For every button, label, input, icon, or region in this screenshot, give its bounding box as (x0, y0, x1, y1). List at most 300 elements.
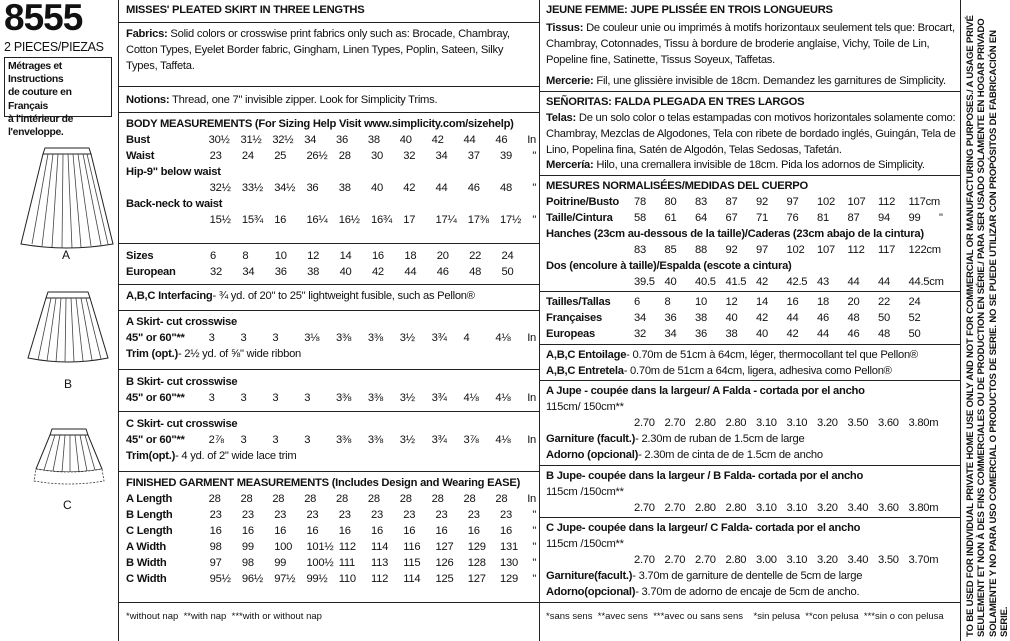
tissus-text: De couleur unie ou imprimés à motifs horizontaux seulement tels que: Brocart, Chambray, Cotonnades, Tissu à bordure de broderie anglaise, Vichy, Toile de Lin, Popeline fine, Satinette, Tissus Soyeux, Taffetas. (546, 22, 955, 66)
value-cell: 112 (370, 573, 389, 585)
value-cell: 129 (467, 541, 486, 553)
divider (540, 175, 960, 176)
value-cell: 2.80 (725, 502, 747, 514)
value-cell: 48 (847, 312, 860, 324)
values-row (546, 500, 956, 516)
value-cell: 97½ (274, 573, 296, 585)
value-cell: 3 (208, 392, 215, 404)
measurement-row (126, 264, 536, 280)
value-cell: 113 (370, 557, 389, 569)
a-skirt-yardage (126, 314, 536, 362)
row-label: Bust (126, 134, 150, 146)
french-box-line: l'enveloppe. (8, 127, 64, 139)
value-cell: 4⅛ (495, 434, 511, 446)
value-cell: 15¾ (241, 214, 263, 226)
french-title: JEUNE FEMME: JUPE PLISSÉE EN TROIS LONGUEURS (546, 4, 833, 16)
value-cell: 16 (338, 525, 351, 537)
divider (119, 86, 539, 87)
value-cell: 17⅜ (467, 214, 489, 226)
value-cell: 38 (725, 328, 738, 340)
divider (540, 91, 960, 92)
skirt-c-illustration (24, 425, 114, 487)
value-cell: 23 (370, 509, 383, 521)
bust-row (126, 132, 536, 148)
value-cell: 34 (664, 328, 677, 340)
b-skirt-row (126, 390, 536, 406)
value-cell: 15½ (209, 214, 231, 226)
merceria-text: Hilo, una cremallera invisible de 18cm. Pida los adornos de Simplicity. (596, 159, 925, 171)
value-cell: 4⅛ (495, 332, 511, 344)
view-label-a: A (62, 248, 71, 262)
divider (119, 411, 539, 412)
c-skirt-row (126, 432, 536, 448)
value-cell: 44 (435, 182, 448, 194)
value-cell: 92 (756, 196, 768, 208)
value-cell: 44 (786, 312, 799, 324)
value-cell: 3.60 (878, 502, 899, 514)
value-cell: 17½ (500, 214, 522, 226)
value-cell: 16½ (338, 214, 360, 226)
unit-cell: " (532, 509, 537, 521)
value-cell: 111 (338, 557, 355, 569)
value-cell: 16 (403, 525, 416, 537)
value-cell: 3.10 (756, 502, 777, 514)
value-cell: 50 (501, 266, 514, 278)
value-cell: 110 (338, 573, 356, 585)
value-cell: 114 (370, 541, 389, 553)
value-cell: 50 (908, 328, 921, 340)
measurement-row (126, 132, 536, 148)
value-cell: 18 (404, 250, 417, 262)
value-cell: 3 (240, 332, 247, 344)
a-jupe-row (546, 415, 956, 431)
value-cell: 48 (500, 182, 512, 194)
value-cell: 42.5 (786, 276, 808, 288)
values-row (546, 552, 956, 568)
row-label: C Length (126, 525, 173, 537)
value-cell: 38 (338, 182, 351, 194)
c-trim (126, 448, 536, 464)
unit-cell: " (532, 525, 537, 537)
value-cell: 34 (634, 312, 646, 324)
value-cell: 3.50 (847, 417, 869, 429)
measurement-row (126, 432, 536, 448)
measurement-row (126, 539, 536, 555)
value-cell: 3.10 (756, 417, 777, 429)
value-cell: 40.5 (695, 276, 716, 288)
divider (119, 22, 539, 23)
value-cell: 44 (878, 276, 890, 288)
value-cell: 23 (274, 509, 287, 521)
back-row (126, 212, 536, 228)
value-cell: 102 (817, 196, 835, 208)
row-label: Sizes (126, 250, 154, 262)
measurement-row (546, 210, 956, 226)
body-measurements-title: BODY MEASUREMENTS (For Sizing Help Visit www.simplicity.com/sizehelp) (126, 118, 514, 130)
entretela-text: - 0.70m de 51cm a 64cm, ligera, adhesiva como Pellon® (623, 365, 892, 377)
row-label: Poitrine/Busto (546, 196, 619, 208)
value-cell: 58 (634, 212, 646, 224)
value-cell: 18 (817, 296, 829, 308)
measurement-row (126, 523, 536, 539)
european-row (126, 264, 536, 280)
interfacing-block (126, 290, 536, 303)
value-cell: 2.70 (664, 502, 686, 514)
measurement-row (546, 326, 956, 342)
value-cell: 42 (431, 134, 444, 146)
entretela-label: A,B,C Entretela (546, 365, 624, 377)
value-cell: 34 (304, 134, 317, 146)
value-cell: 2.70 (634, 417, 655, 429)
value-cell: 32½ (272, 134, 294, 146)
row-label: Taille/Cintura (546, 212, 613, 224)
c-trim-label: Trim(opt.) (126, 450, 176, 462)
value-cell: 2.80 (725, 554, 747, 566)
b-skirt-yardage (126, 374, 536, 406)
value-cell: 32 (210, 266, 222, 278)
unit-cell: " (532, 182, 537, 194)
value-cell: 131 (500, 541, 518, 553)
divider (119, 243, 539, 244)
value-cell: 17¼ (435, 214, 457, 226)
row-label: Waist (126, 150, 155, 162)
divider (539, 0, 540, 641)
value-cell: 81 (817, 212, 829, 224)
value-cell: 48 (469, 266, 482, 278)
value-cell: 107 (817, 244, 835, 256)
tailles-block (546, 294, 956, 342)
value-cell: 97 (209, 557, 222, 569)
value-cell: 3.50 (878, 554, 899, 566)
divider (540, 465, 960, 466)
c-trim-text: - 4 yd. of 2" wide lace trim (175, 450, 297, 462)
value-cell: 28 (272, 493, 285, 505)
value-cell: 112 (338, 541, 356, 553)
notions-text: Thread, one 7" invisible zipper. Look for Simplicity Trims. (172, 94, 438, 106)
divider (119, 310, 539, 311)
value-cell: 42 (371, 266, 384, 278)
value-cell: 92 (725, 244, 738, 256)
value-cell: 3.10 (786, 417, 808, 429)
tailles-row (546, 294, 956, 310)
entoilage-label: A,B,C Entoilage (546, 349, 627, 361)
notions-label: Notions: (126, 94, 170, 106)
unit-cell: In (527, 434, 537, 446)
value-cell: 10 (274, 250, 287, 262)
value-cell: 112 (878, 196, 896, 208)
value-cell: 8 (664, 296, 671, 308)
value-cell: 3 (272, 434, 279, 446)
value-cell: 99 (241, 541, 254, 553)
values-row (546, 274, 956, 290)
value-cell: 23 (435, 509, 448, 521)
view-label-b: B (64, 377, 73, 391)
measurement-row (126, 571, 536, 587)
entoilage-block (546, 347, 956, 379)
value-cell: 46 (467, 182, 480, 194)
a-jupe-block (546, 383, 956, 463)
value-cell: 28 (304, 493, 317, 505)
value-cell: 42 (786, 328, 799, 340)
value-cell: 16 (371, 250, 384, 262)
measurement-row (126, 212, 536, 228)
value-cell: 126 (435, 557, 454, 569)
value-cell: 28 (240, 493, 253, 505)
value-cell: 16 (435, 525, 448, 537)
value-cell: 96½ (241, 573, 263, 585)
b-skirt-title: B Skirt- cut crosswise (126, 376, 238, 388)
value-cell: 38 (307, 266, 320, 278)
value-cell: 3½ (399, 332, 415, 344)
divider (119, 112, 539, 113)
value-cell: 17 (403, 214, 416, 226)
value-cell: 32½ (209, 182, 231, 194)
divider (540, 344, 960, 345)
value-cell: 34 (435, 150, 448, 162)
pieces-count: 2 PIECES/PIEZAS (4, 40, 104, 54)
spanish-footnote: *sans sens **avec sens ***avec ou sans sens *sin pelusa **con pelusa ***sin o con pelusa (546, 611, 944, 622)
indent (546, 415, 634, 431)
value-cell: 6 (634, 296, 640, 308)
value-cell: 3⅛ (304, 332, 320, 344)
value-cell: 2.80 (695, 502, 716, 514)
francaises-row (546, 310, 956, 326)
french-box-line: de couture en Français (8, 87, 72, 112)
value-cell: 26½ (306, 150, 328, 162)
value-cell: 2.80 (695, 417, 716, 429)
telas-text: De un solo color o telas estampadas con motivos horizontales solamente como: Chambray, Mezclas de Algodones, Tela con ribete de bordado inglés, Guingán, Tela de Lino, Popelina fina, Satén de Algodón, Telas Sedosas, Tafetán. (546, 112, 956, 156)
measurement-row (546, 310, 956, 326)
value-cell: 39.5 (634, 276, 655, 288)
divider (540, 380, 960, 381)
value-cell: 16 (274, 214, 287, 226)
value-cell: 30 (370, 150, 383, 162)
a-skirt-row (126, 330, 536, 346)
measurement-row (126, 390, 536, 406)
value-cell: 43 (817, 276, 829, 288)
indent (546, 242, 634, 258)
value-cell: 64 (695, 212, 707, 224)
garniture2-label: Garniture(facult.) (546, 570, 633, 582)
indent (546, 500, 634, 516)
french-box-line: Métrages et Instructions (8, 61, 64, 86)
value-cell: 3.80m (908, 502, 939, 514)
value-cell: 32 (634, 328, 646, 340)
value-cell: 3.40 (847, 554, 869, 566)
c-jupe-width: 115cm /150cm** (546, 538, 624, 550)
body-measurements (126, 116, 536, 228)
value-cell: 100 (274, 541, 293, 553)
value-cell: 14 (339, 250, 352, 262)
c-jupe-title: C Jupe- coupée dans la largeur/ C Falda- cortada por el ancho (546, 522, 861, 534)
value-cell: 41.5 (725, 276, 747, 288)
value-cell: 3 (240, 392, 247, 404)
value-cell: 48 (878, 328, 890, 340)
mesures-block (546, 178, 956, 290)
value-cell: 24 (501, 250, 514, 262)
value-cell: 23 (500, 509, 512, 521)
value-cell: 76 (786, 212, 799, 224)
view-label-c: C (63, 498, 72, 512)
value-cell: 3.00 (756, 554, 777, 566)
value-cell: 40 (399, 134, 412, 146)
value-cell: 122cm (908, 244, 941, 256)
garniture2-text: - 3.70m de garniture de dentelle de 5cm de large (632, 570, 863, 582)
value-cell: 115 (403, 557, 421, 569)
value-cell: 42 (756, 276, 768, 288)
finished-title: FINISHED GARMENT MEASUREMENTS (Includes Design and Wearing EASE) (126, 477, 521, 489)
mercerie-label: Mercerie: (546, 75, 594, 87)
waist-row (126, 148, 536, 164)
values-row (546, 242, 956, 258)
value-cell: 3⅜ (367, 434, 383, 446)
interfacing-text: - ¾ yd. of 20" to 25" lightweight fusible, such as Pellon® (212, 290, 475, 302)
interfacing-label: A,B,C Interfacing (126, 290, 213, 302)
value-cell: 36 (336, 134, 348, 146)
value-cell: 2⅞ (208, 434, 224, 446)
value-cell: 36 (695, 328, 707, 340)
value-cell: 3.80m (908, 417, 939, 429)
value-cell: 34½ (274, 182, 296, 194)
value-cell: 3.20 (817, 417, 838, 429)
garniture-text: - 2.30m de ruban de 1.5cm de large (635, 433, 805, 445)
value-cell: 125 (435, 573, 454, 585)
value-cell: 4 (463, 332, 470, 344)
value-cell: 30½ (208, 134, 230, 146)
value-cell: 44 (847, 276, 860, 288)
value-cell: 25 (274, 150, 287, 162)
fabrics-block (126, 26, 534, 74)
value-cell: 23 (209, 509, 222, 521)
value-cell: 3.10 (786, 554, 808, 566)
finished-rows (126, 491, 536, 587)
hanches-row (546, 242, 956, 258)
spanish-title: SEÑORITAS: FALDA PLEGADA EN TRES LARGOS (546, 96, 805, 108)
value-cell: 98 (209, 541, 222, 553)
value-cell: 16 (786, 296, 799, 308)
value-cell: 28 (399, 493, 412, 505)
value-cell: 6 (210, 250, 216, 262)
c-jupe-row (546, 552, 956, 568)
english-column (126, 0, 536, 20)
tissus-block (546, 20, 956, 68)
measurement-row (546, 194, 956, 210)
value-cell: 38 (367, 134, 380, 146)
value-cell: 2.70 (664, 417, 686, 429)
legal-side-text-content: TO BE USED FOR INDIVIDUAL PRIVATE HOME USE ONLY AND NOT FOR COMMERCIAL OR MANUFACTURING PURPOSES./ A USAGE PRIVÉ SEULEMENT ET NON À DES FINS COMMERCIALES OU DE PRODUCTION EN SÉRIE./ PARA SER USADO SOLAMENTE EN HOGAR PRIVADO SOLAMENTE Y NO PARA USO COMERCIAL O PRODUCTOS DE SERIE. NO SE PUEDE UTILIZAR CON PROPÓSITOS DE FABRICACIÓN EN SERIE. (965, 15, 1010, 637)
value-cell: 10 (695, 296, 707, 308)
measurement-row (126, 180, 536, 196)
b-jupe-row (546, 500, 956, 516)
value-cell: 23 (403, 509, 416, 521)
pattern-number: 8555 (4, 0, 83, 38)
value-cell: 112 (847, 244, 865, 256)
adorno2-text: - 3.70m de adorno de encaje de 5cm de ancho. (635, 586, 860, 598)
a-trim-text: - 2½ yd. of ⅝" wide ribbon (177, 348, 302, 360)
unit-cell: In (527, 134, 537, 146)
value-cell: 99 (908, 212, 921, 224)
merceria-block (546, 157, 956, 173)
value-cell: 16¾ (370, 214, 393, 226)
value-cell: 37 (467, 150, 480, 162)
french-box-line: à l'intérieur de (8, 113, 74, 125)
a-jupe-title: A Jupe - coupée dans la largeur/ A Falda - cortada por el ancho (546, 385, 865, 397)
poitrine-row (546, 194, 956, 210)
finished-measurements (126, 475, 536, 587)
value-cell: 2.80 (725, 417, 747, 429)
measurement-row (126, 555, 536, 571)
a-trim-label: Trim (opt.) (126, 348, 178, 360)
value-cell: 100½ (306, 557, 334, 569)
value-cell: 129 (500, 573, 518, 585)
value-cell: 127 (435, 541, 454, 553)
value-cell: 40 (725, 312, 738, 324)
value-cell: 16 (209, 525, 222, 537)
value-cell: 16 (241, 525, 254, 537)
value-cell: 3 (240, 434, 247, 446)
unit-cell: " (532, 214, 537, 226)
value-cell: 16 (500, 525, 512, 537)
fabrics-text: Solid colors or crosswise print fabrics only such as: Brocade, Chambray, Cotton Types, Eyelet Border fabric, Gingham, Linen Types, Poplin, Sateen, Silky Types, Taffeta. (126, 28, 510, 72)
row-label (126, 180, 210, 196)
a-trim (126, 346, 536, 362)
dos-row (546, 274, 956, 290)
divider (119, 284, 539, 285)
value-cell: 116 (403, 541, 421, 553)
value-cell: 22 (469, 250, 482, 262)
value-cell: 3.60 (878, 417, 899, 429)
value-cell: 3.20 (817, 554, 838, 566)
value-cell: 99 (274, 557, 287, 569)
value-cell: 40 (370, 182, 383, 194)
value-cell: 3 (208, 332, 215, 344)
unit-cell: In (527, 392, 537, 404)
row-label: A Length (126, 493, 173, 505)
a-skirt-title: A Skirt- cut crosswise (126, 316, 237, 328)
value-cell: 3.20 (817, 502, 838, 514)
value-cell: 44 (404, 266, 417, 278)
notions-block (126, 92, 534, 108)
value-cell: 3.70m (908, 554, 939, 566)
fabrics-label: Fabrics: (126, 28, 168, 40)
adorno-text: - 2.30m de cinta de de 1.5cm de ancho (638, 449, 823, 461)
value-cell: 83 (634, 244, 646, 256)
row-label: 45" or 60"** (126, 332, 185, 344)
row-label: A Width (126, 541, 166, 553)
value-cell: 4⅛ (463, 392, 479, 404)
row-label: Europeas (546, 328, 595, 340)
entoilage-text: - 0.70m de 51cm à 64cm, léger, thermocollant tel que Pellon® (626, 349, 918, 361)
back-label: Back-neck to waist (126, 198, 223, 210)
value-cell: 46 (817, 312, 829, 324)
value-cell: 97 (756, 244, 768, 256)
value-cell: 114 (403, 573, 421, 585)
value-cell: 38 (695, 312, 707, 324)
value-cell: 71 (756, 212, 768, 224)
value-cell: 40 (664, 276, 677, 288)
value-cell: 3⅜ (336, 392, 352, 404)
unit-cell: " (532, 150, 537, 162)
value-cell: 28 (338, 150, 351, 162)
row-label: Tailles/Tallas (546, 296, 611, 308)
value-cell: 40 (339, 266, 352, 278)
value-cell: 40 (756, 328, 768, 340)
value-cell: 24 (908, 296, 921, 308)
garniture-label: Garniture (facult.) (546, 433, 636, 445)
divider (540, 291, 960, 292)
unit-cell: " (532, 573, 537, 585)
value-cell: 3 (272, 332, 279, 344)
